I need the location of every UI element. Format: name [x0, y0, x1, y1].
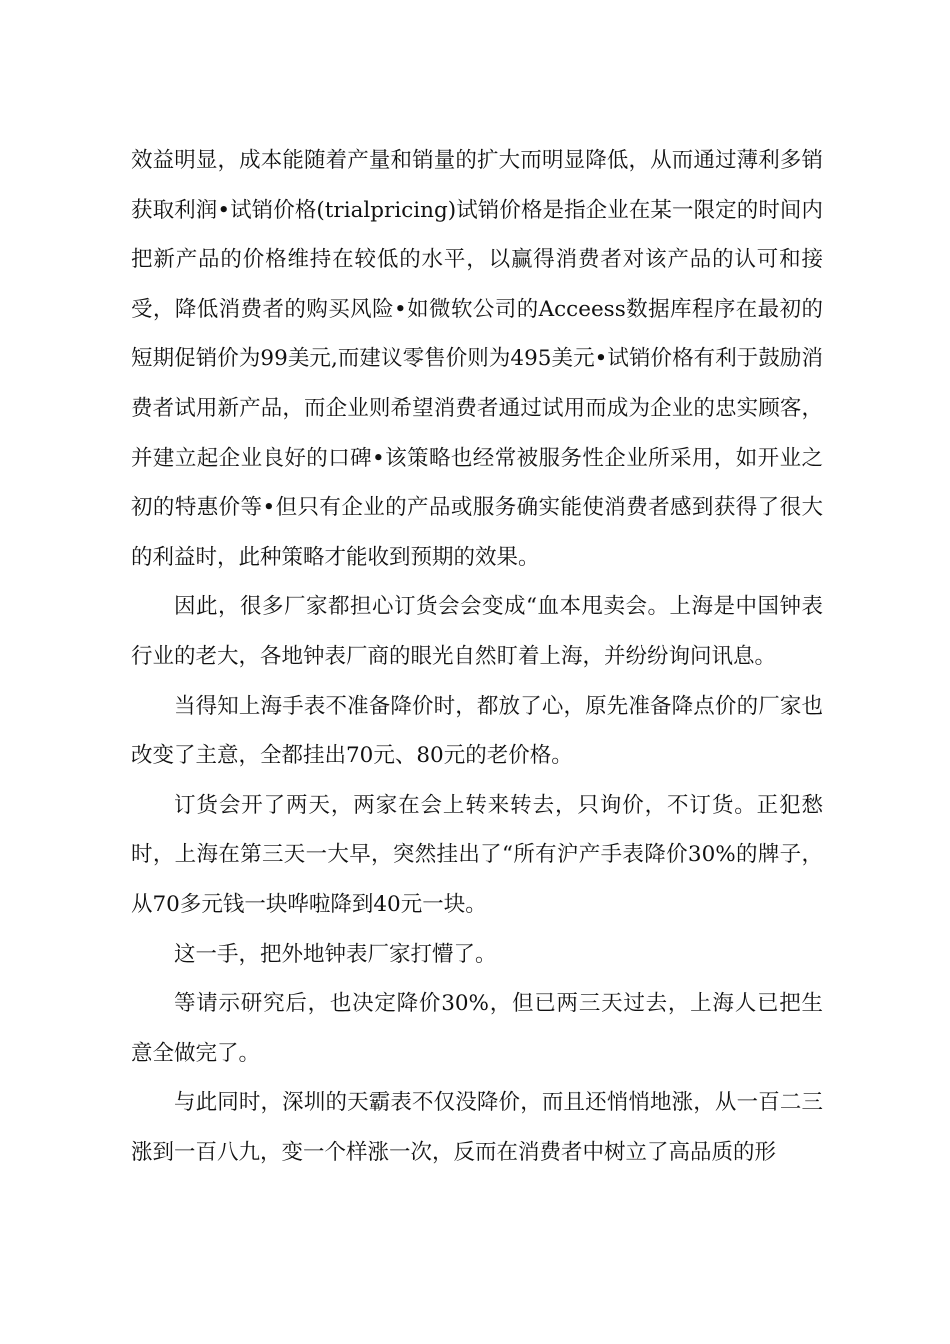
document-body [131, 136, 823, 1177]
paragraph: 等请示研究后，也决定降价30%，但已两三天过去，上海人已把生意全做完了。 [131, 991, 823, 1066]
paragraph-continued: 效益明显，成本能随着产量和销量的扩大而明显降低，从而通过薄利多销获取利润•试销价格(trialpricing)试销价格是指企业在某一限定的时间内把新产品的价格维持在较低的水平，以赢得消费者对该产品的认可和接受，降低消费者的购买风险•如微软公司的Acceess数据库程序在最初的短期促销价为99美元,而建议零售价则为495美元•试销价格有利于鼓励消费者试用新产品，而企业则希望消费者通过试用而成为企业的忠实顾客，并建立起企业良好的口碑•该策略也经常被服务性企业所采用，如开业之初的特惠价等•但只有企业的产品或服务确实能使消费者感到获得了很大的利益时，此种策略才能收到预期的效果。 [131, 148, 823, 570]
paragraph: 这一手，把外地钟表厂家打懵了。 [174, 941, 497, 967]
paragraph: 订货会开了两天，两家在会上转来转去，只询价，不订货。正犯愁时，上海在第三天一大早，突然挂出了“所有沪产手表降价30%的牌子，从70多元钱一块哗啦降到40元一块。 [131, 792, 823, 917]
paragraph: 当得知上海手表不准备降价时，都放了心，原先准备降点价的厂家也改变了主意，全都挂出70元、80元的老价格。 [131, 693, 823, 769]
paragraph: 因此，很多厂家都担心订货会会变成“血本甩卖会。上海是中国钟表行业的老大，各地钟表厂商的眼光自然盯着上海，并纷纷询问讯息。 [131, 594, 823, 669]
paragraph: 与此同时，深圳的天霸表不仅没降价，而且还悄悄地涨，从一百二三涨到一百八九，变一个样涨一次，反而在消费者中树立了高品质的形 [131, 1090, 823, 1165]
